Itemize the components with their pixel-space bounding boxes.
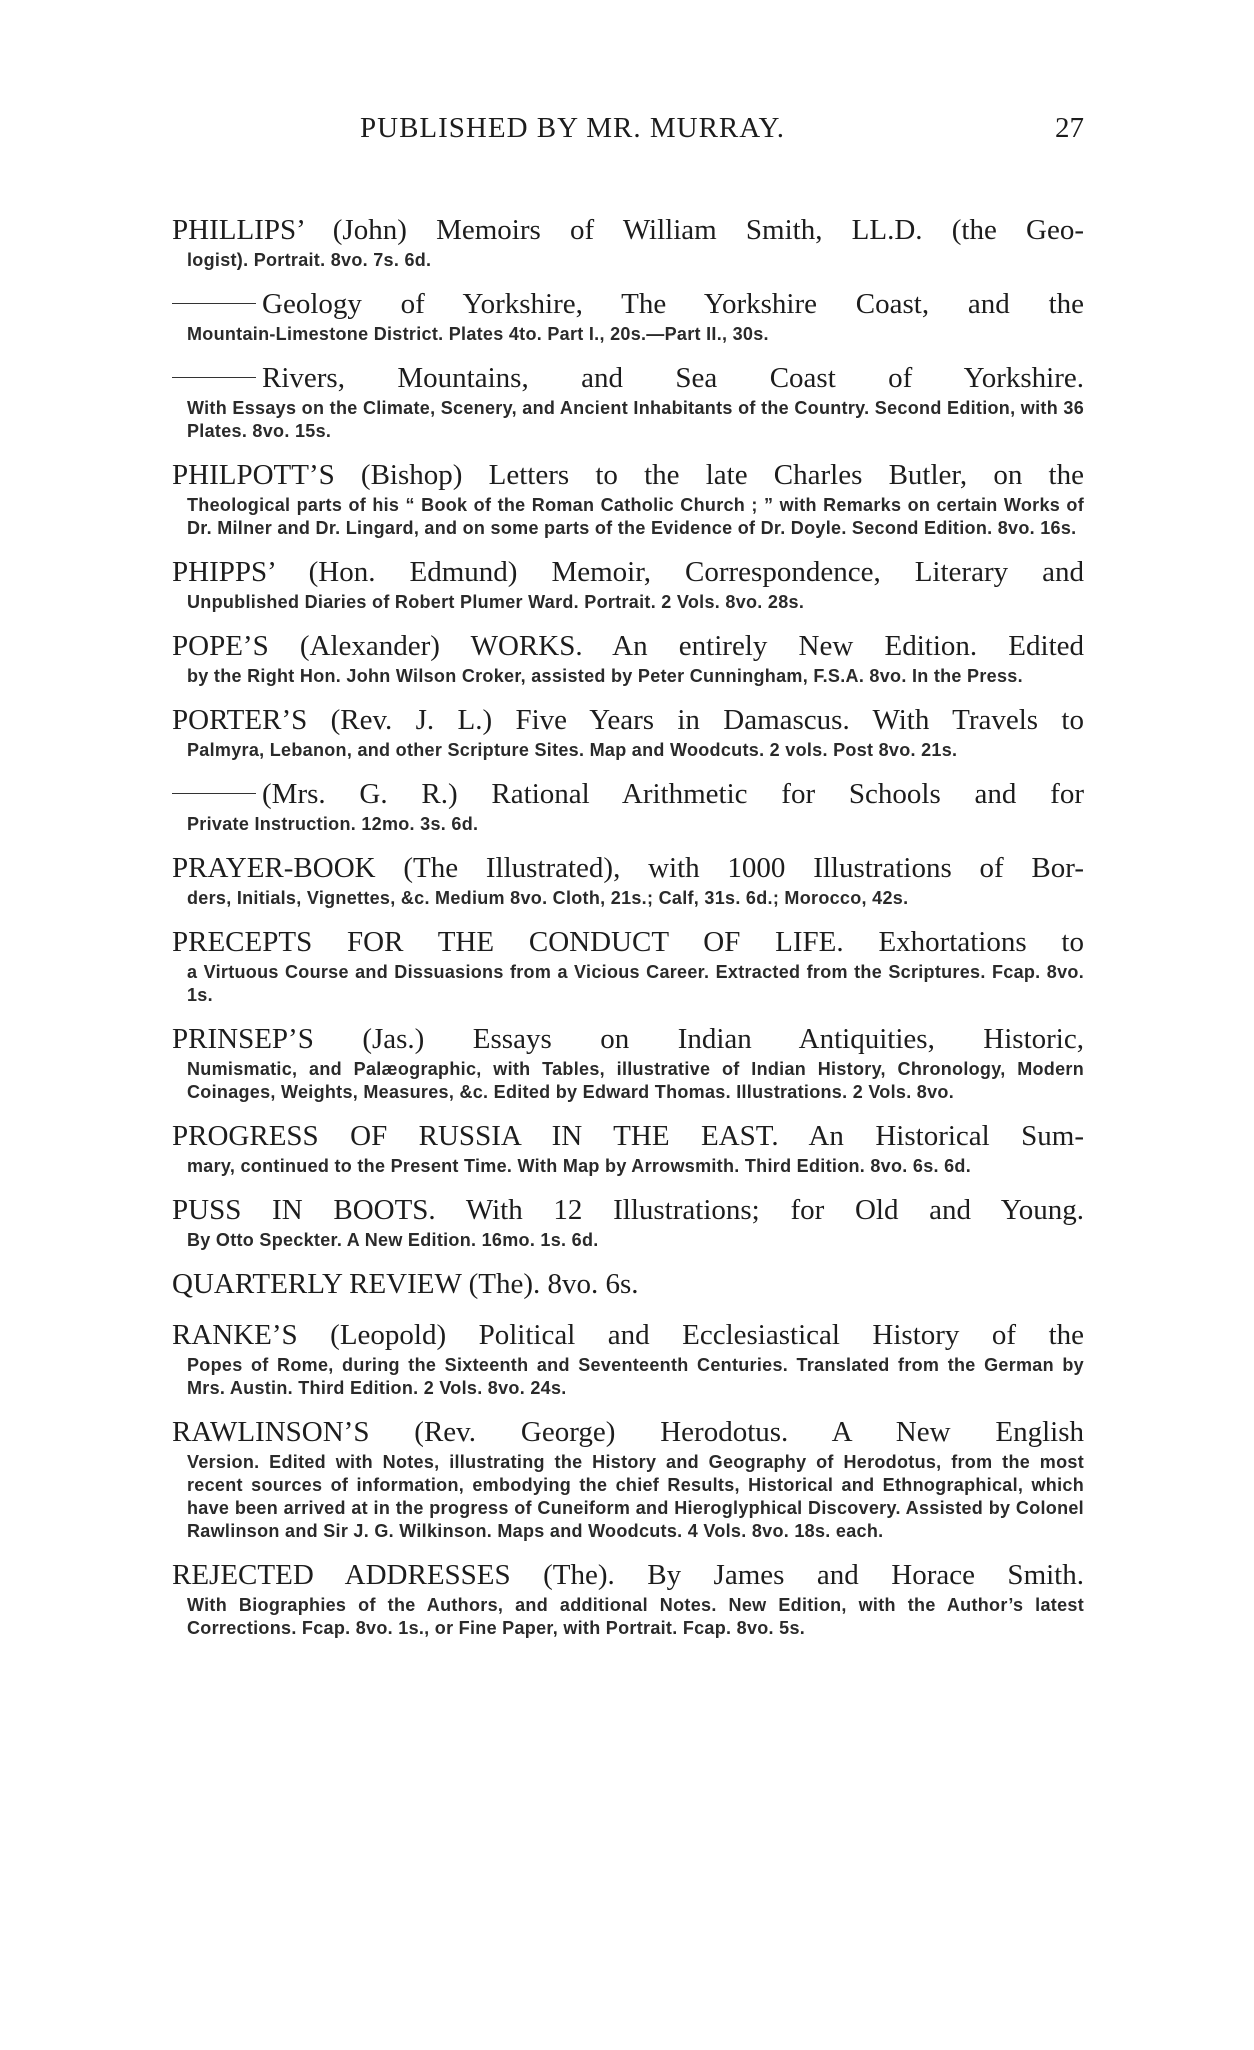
entry-detail: Numismatic, and Palæographic, with Tables, illustrative of Indian History, Chronology, Modern Coinages, Weights, Measures, &c. Edited by Edward Thomas. Illustrations. 2 Vols. 8vo. xyxy=(187,1059,1084,1102)
entry-detail: Palmyra, Lebanon, and other Scripture Sites. Map and Woodcuts. 2 vols. Post 8vo. 21s. xyxy=(187,740,958,760)
entry-phipps xyxy=(172,553,1084,614)
entry-rejected-addresses xyxy=(172,1556,1084,1640)
entry-detail: Popes of Rome, during the Sixteenth and Seventeenth Centuries. Translated from the German by Mrs. Austin. Third Edition. 2 Vols. 8vo. 24s. xyxy=(187,1355,1084,1398)
ditto-rule xyxy=(172,377,256,378)
running-title: PUBLISHED BY MR. MURRAY. xyxy=(360,112,786,144)
catalogue-entries xyxy=(172,211,1084,1653)
entry-lead xyxy=(172,775,1084,813)
page-number: 27 xyxy=(1055,112,1084,144)
entry-ranke xyxy=(172,1316,1084,1400)
entry-detail: By Otto Speckter. A New Edition. 16mo. 1s. 6d. xyxy=(187,1230,599,1250)
entry-quarterly-review xyxy=(172,1265,1084,1303)
entry-detail: Version. Edited with Notes, illustrating the History and Geography of Herodotus, from the most recent sources of information, embodying the chief Results, Historical and Ethnographical, which have been arrived at in the progress of Cuneiform and Hieroglyphical Discovery. Assisted by Colonel Rawlinson and Sir J. G. Wilkinson. Maps and Woodcuts. 4 Vols. 8vo. 18s. each. xyxy=(187,1452,1084,1541)
entry-detail: mary, continued to the Present Time. With Map by Arrowsmith. Third Edition. 8vo. 6s. 6d. xyxy=(187,1156,972,1176)
entry-detail: by the Right Hon. John Wilson Croker, assisted by Peter Cunningham, F.S.A. 8vo. In the Press. xyxy=(187,666,1023,686)
entry-prinsep xyxy=(172,1020,1084,1104)
entry-lead-text: Geology of Yorkshire, The Yorkshire Coast, and the xyxy=(262,288,1084,320)
entry-lead: PRECEPTS FOR THE CONDUCT OF LIFE. Exhortations to xyxy=(172,926,1084,958)
entry-lead: PHIPPS’ (Hon. Edmund) Memoir, Correspondence, Literary and xyxy=(172,556,1084,588)
entry-lead xyxy=(172,359,1084,397)
entry-lead-text: (Mrs. G. R.) Rational Arithmetic for Schools and for xyxy=(262,778,1084,810)
entry-detail: With Essays on the Climate, Scenery, and Ancient Inhabitants of the Country. Second Edition, with 36 Plates. 8vo. 15s. xyxy=(187,398,1084,441)
ditto-rule xyxy=(172,303,256,304)
entry-precepts xyxy=(172,923,1084,1007)
entry-detail: With Biographies of the Authors, and additional Notes. New Edition, with the Author’s latest Corrections. Fcap. 8vo. 1s., or Fine Paper, with Portrait. Fcap. 8vo. 5s. xyxy=(187,1595,1084,1638)
entry-pope xyxy=(172,627,1084,688)
entry-lead xyxy=(172,285,1084,323)
entry-detail: Unpublished Diaries of Robert Plumer Ward. Portrait. 2 Vols. 8vo. 28s. xyxy=(187,592,805,612)
entry-detail: Mountain-Limestone District. Plates 4to. Part I., 20s.—Part II., 30s. xyxy=(187,324,769,344)
entry-puss-in-boots xyxy=(172,1191,1084,1252)
entry-philpott xyxy=(172,456,1084,540)
entry-lead: PRAYER-BOOK (The Illustrated), with 1000 Illustrations of Bor- xyxy=(172,852,1084,884)
entry-porter-damascus xyxy=(172,701,1084,762)
entry-lead: PHILLIPS’ (John) Memoirs of William Smith, LL.D. (the Geo- xyxy=(172,214,1084,246)
entry-phillips-memoirs xyxy=(172,211,1084,272)
entry-lead: RANKE’S (Leopold) Political and Ecclesiastical History of the xyxy=(172,1319,1084,1351)
entry-porter-arithmetic xyxy=(172,775,1084,836)
entry-phillips-rivers xyxy=(172,359,1084,443)
entry-lead: POPE’S (Alexander) WORKS. An entirely New Edition. Edited xyxy=(172,630,1084,662)
entry-detail: a Virtuous Course and Dissuasions from a Vicious Career. Extracted from the Scriptures. Fcap. 8vo. 1s. xyxy=(187,962,1084,1005)
entry-detail: ders, Initials, Vignettes, &c. Medium 8vo. Cloth, 21s.; Calf, 31s. 6d.; Morocco, 42s. xyxy=(187,888,909,908)
entry-detail: logist). Portrait. 8vo. 7s. 6d. xyxy=(187,250,432,270)
entry-lead-text: Rivers, Mountains, and Sea Coast of Yorkshire. xyxy=(262,362,1084,394)
entry-lead: REJECTED ADDRESSES (The). By James and Horace Smith. xyxy=(172,1559,1084,1591)
entry-rawlinson xyxy=(172,1413,1084,1543)
entry-lead: RAWLINSON’S (Rev. George) Herodotus. A New English xyxy=(172,1416,1084,1448)
entry-lead: PUSS IN BOOTS. With 12 Illustrations; for Old and Young. xyxy=(172,1194,1084,1226)
entry-progress-russia xyxy=(172,1117,1084,1178)
entry-lead: PRINSEP’S (Jas.) Essays on Indian Antiquities, Historic, xyxy=(172,1023,1084,1055)
entry-detail: Theological parts of his “ Book of the Roman Catholic Church ; ” with Remarks on certain Works of Dr. Milner and Dr. Lingard, and on some parts of the Evidence of Dr. Doyle. Second Edition. 8vo. 16s. xyxy=(187,495,1084,538)
entry-lead: PROGRESS OF RUSSIA IN THE EAST. An Historical Sum- xyxy=(172,1120,1084,1152)
entry-lead: PHILPOTT’S (Bishop) Letters to the late Charles Butler, on the xyxy=(172,459,1084,491)
entry-prayer-book xyxy=(172,849,1084,910)
ditto-rule xyxy=(172,793,256,794)
entry-lead: QUARTERLY REVIEW (The). 8vo. 6s. xyxy=(172,1268,639,1300)
entry-phillips-geology xyxy=(172,285,1084,346)
entry-lead: PORTER’S (Rev. J. L.) Five Years in Damascus. With Travels to xyxy=(172,704,1084,736)
entry-detail: Private Instruction. 12mo. 3s. 6d. xyxy=(187,814,479,834)
